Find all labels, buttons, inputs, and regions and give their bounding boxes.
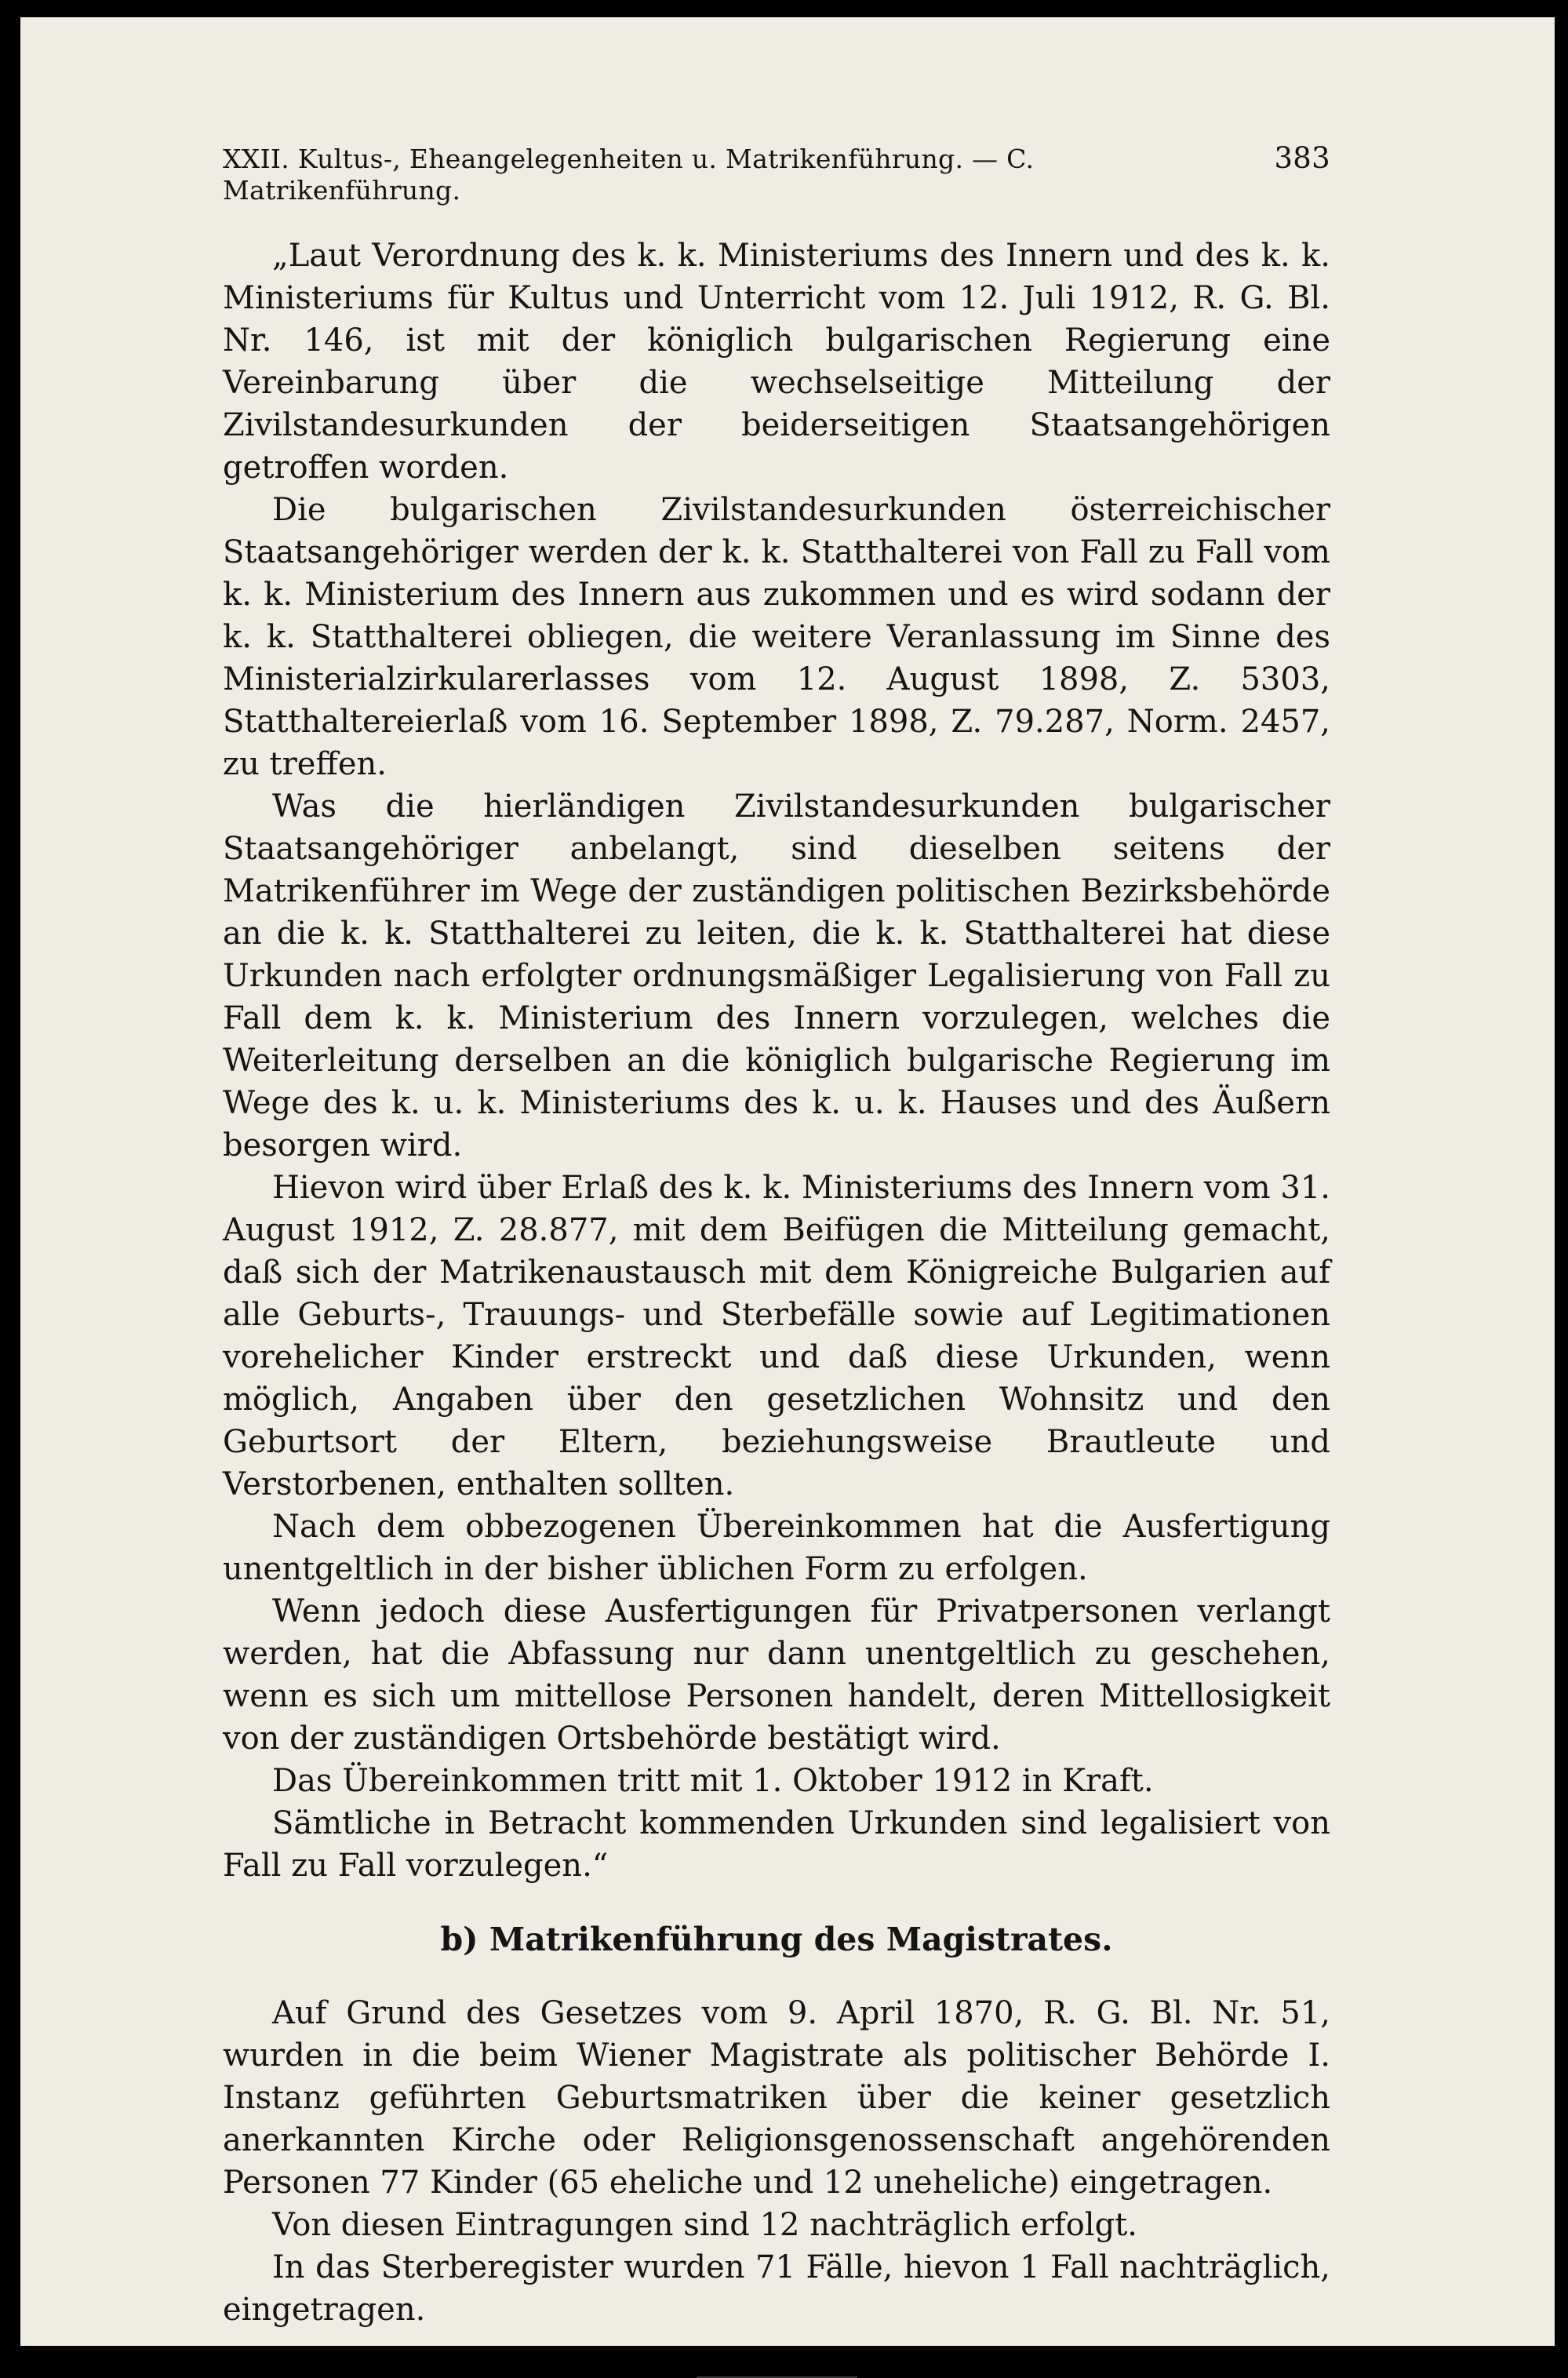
paragraph: „Laut Verordnung des k. k. Ministeriums des Innern und des k. k. Ministeriums für Kultus und Unterricht vom 12. Juli 1912, R. G. Bl. Nr. 146, ist mit der königlich bulgarischen Regierung eine Vereinbarung über die wechselseitige Mitteilung der Zivilstandesurkunden der beiderseitigen Staatsangehörigen getroffen worden. [223,238,1330,486]
section-heading: b) Matrikenführung des Magistrates. [440,1921,1113,1958]
section-b [223,1992,1330,2331]
paragraph: Von diesen Eintragungen sind 12 nachträglich erfolgt. [272,2207,1137,2243]
paragraph: Wenn jedoch diese Ausfertigungen für Privatpersonen verlangt werden, hat die Abfassung nur dann unentgeltlich zu geschehen, wenn es sich um mittellose Personen handelt, deren Mittellosigkeit von der zuständigen Ortsbehörde bestätigt wird. [223,1593,1330,1757]
paragraph: Das Übereinkommen tritt mit 1. Oktober 1912 in Kraft. [272,1763,1154,1799]
paragraph: Die bulgarischen Zivilstandesurkunden österreichischer Staatsangehöriger werden der k. k. Statthalterei von Fall zu Fall vom k. k. Ministerium des Innern aus zukommen und es wird sodann der k. k. Statthalterei obliegen, die weitere Veranlassung im Sinne des Ministerialzirkularerlasses vom 12. August 1898, Z. 5303, Statthaltereierlaß vom 16. September 1898, Z. 79.287, Norm. 2457, zu treffen. [223,492,1330,782]
page-number: 383 [1274,141,1330,175]
section-a [223,235,1330,1887]
paragraph: Was die hierländigen Zivilstandesurkunden bulgarischer Staatsangehöriger anbelangt, sind dieselben seitens der Matrikenführer im Wege der zuständigen politischen Bezirksbehörde an die k. k. Statthalterei zu leiten, die k. k. Statthalterei hat diese Urkunden nach erfolgter ordnungsmäßiger Legalisierung von Fall zu Fall dem k. k. Ministerium des Innern vorzulegen, welches die Weiterleitung derselben an die königlich bulgarische Regierung im Wege des k. u. k. Ministeriums des k. u. k. Hauses und des Äußern besorgen wird. [223,788,1330,1164]
page-content [223,143,1330,2378]
paragraph: Sämtliche in Betracht kommenden Urkunden sind legalisiert von Fall zu Fall vorzulegen.“ [223,1805,1330,1884]
running-header [223,143,1330,206]
paragraph: Hievon wird über Erlaß des k. k. Ministeriums des Innern vom 31. August 1912, Z. 28.877, mit dem Beifügen die Mitteilung gemacht, daß sich der Matrikenaustausch mit dem Königreiche Bulgarien auf alle Geburts-, Trauungs- und Sterbefälle sowie auf Legitimationen vorehelicher Kinder erstreckt und daß diese Urkunden, wenn möglich, Angaben über den gesetzlichen Wohnsitz und den Geburtsort der Eltern, beziehungsweise Brautleute und Verstorbenen, enthalten sollten. [223,1170,1330,1502]
paragraph: In das Sterberegister wurden 71 Fälle, hievon 1 Fall nachträglich, eingetragen. [223,2249,1330,2328]
running-title: XXII. Kultus-, Eheangelegenheiten u. Matrikenführung. — C. Matrikenführung. [223,144,1035,206]
paragraph: Auf Grund des Gesetzes vom 9. April 1870, R. G. Bl. Nr. 51, wurden in die beim Wiener Magistrate als politischer Behörde I. Instanz geführten Geburtsmatriken über die keiner gesetzlich anerkannten Kirche oder Religionsgenossenschaft angehörenden Personen 77 Kinder (65 eheliche und 12 uneheliche) eingetragen. [223,1995,1330,2201]
paragraph: Nach dem obbezogenen Übereinkommen hat die Ausfertigung unentgeltlich in der bisher üblichen Form zu erfolgen. [223,1509,1330,1587]
scanned-page [20,17,1555,2346]
